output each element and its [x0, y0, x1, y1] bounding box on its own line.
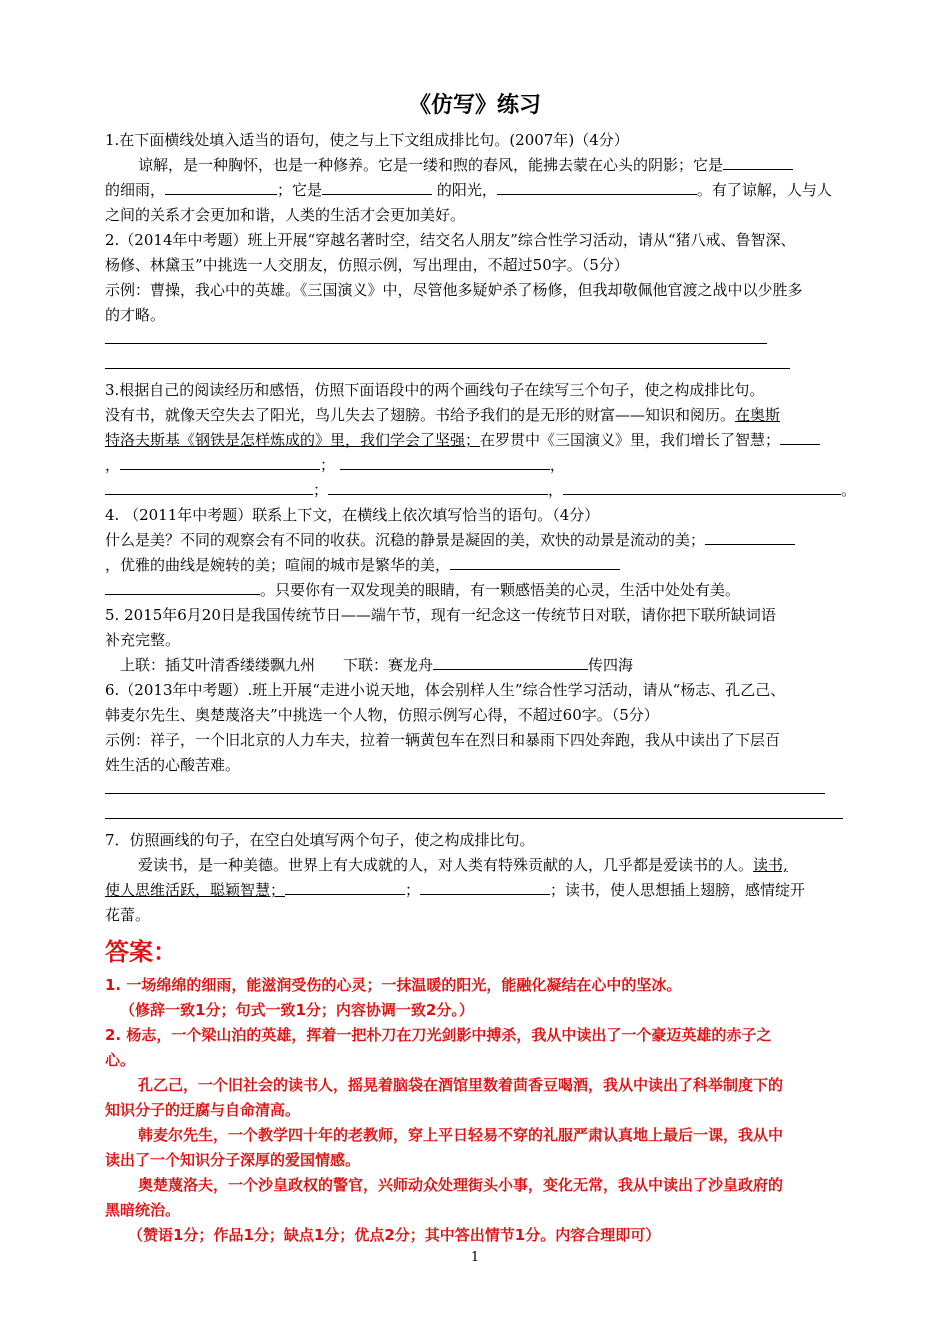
q3-passage-line: [105, 430, 820, 450]
q1-text: ；它是: [277, 181, 323, 199]
q6-example: 姓生活的心酸苦难。: [105, 756, 241, 774]
answer-2: 读出了一个知识分子深厚的爱国情感。: [105, 1151, 361, 1169]
answer-1-scoring: （修辞一致1分；句式一致1分；内容协调一致2分。）: [120, 1001, 474, 1019]
q1-passage-line: [138, 155, 793, 175]
answer-2-scoring: （赞语1分；作品1分；缺点1分；优点2分；其中答出情节1分。内容合理即可）: [128, 1226, 661, 1244]
page-number: 1: [470, 1250, 480, 1265]
q7-passage-line: [105, 880, 805, 900]
q1-blank-2[interactable]: [165, 180, 277, 195]
q1-text: 谅解，是一种胸怀，也是一种修养。它是一缕和煦的春风，能拂去蒙在心头的阴影；它是: [138, 156, 724, 174]
q3-blank-3[interactable]: [340, 455, 550, 470]
q2-example: 的才略。: [105, 306, 166, 324]
q3-punct: ；: [320, 456, 336, 474]
q2-answer-line-2[interactable]: [105, 368, 790, 369]
q1-text: 的细雨，: [105, 181, 166, 199]
q3-punct: 。: [841, 481, 857, 499]
answer-2: 奥楚蔑洛夫，一个沙皇政权的警官，兴师动众处理街头小事，变化无常，我从中读出了沙皇政府的: [138, 1176, 784, 1194]
q4-blank-2[interactable]: [450, 555, 620, 570]
q3-text: 在罗贯中《三国演义》里，我们增长了智慧；: [480, 431, 781, 449]
q3-blank-2[interactable]: [120, 455, 320, 470]
q5-prompt: 补充完整。: [105, 631, 181, 649]
q3-blank-4[interactable]: [105, 480, 313, 495]
q4-text: 。只要你有一双发现美的眼睛，有一颗感悟美的心灵，生活中处处有美。: [260, 581, 741, 599]
answers-heading: 答案：: [105, 938, 177, 966]
q6-prompt: 6.（2013年中考题）.班上开展“走进小说天地，体会别样人生”综合性学习活动，请从“杨志、孔乙己、: [105, 681, 786, 699]
q3-blank-line: [105, 480, 856, 500]
q4-passage-line: [105, 530, 795, 550]
q3-passage-line: [105, 405, 780, 425]
q7-passage-line: [138, 855, 788, 875]
q7-blank-2[interactable]: [420, 880, 550, 895]
q1-prompt: 1.在下面横线处填入适当的语句，使之与上下文组成排比句。(2007年)（4分）: [105, 131, 629, 149]
q3-blank-5[interactable]: [328, 480, 548, 495]
q4-passage-line: [105, 580, 740, 600]
q2-prompt: 2.（2014年中考题）班上开展“穿越名著时空，结交名人朋友”综合性学习活动，请从“猪八戒、鲁智深、: [105, 231, 796, 249]
q3-punct: ，: [548, 481, 564, 499]
page-title: 《仿写》练习: [408, 93, 541, 118]
q4-blank-1[interactable]: [705, 530, 795, 545]
answer-1: 1. 一场绵绵的细雨，能滋润受伤的心灵；一抹温暖的阳光，能融化凝结在心中的坚冰。: [105, 976, 682, 994]
q3-underlined-text: 特洛夫斯基《钢铁是怎样炼成的》里，我们学会了坚强；: [105, 431, 481, 449]
q1-blank-1[interactable]: [723, 155, 793, 170]
q5-blank[interactable]: [433, 655, 588, 670]
q5-lower-couplet-end: 传四海: [588, 656, 634, 674]
q7-underlined-text: 读书,: [753, 856, 788, 874]
q7-text: 爱读书，是一种美德。世界上有大成就的人，对人类有特殊贡献的人，几乎都是爱读书的人。: [138, 856, 754, 874]
q7-text: ；读书，使人思想插上翅膀，感情绽开: [550, 881, 806, 899]
q3-blank-1[interactable]: [780, 430, 820, 445]
q6-answer-line-2[interactable]: [105, 818, 843, 819]
q6-prompt: 韩麦尔先生、奥楚蔑洛夫”中挑选一个人物，仿照示例写心得，不超过60字。（5分）: [105, 706, 659, 724]
q1-text: 。有了谅解，人与人: [696, 181, 832, 199]
q3-text: 没有书，就像天空失去了阳光，鸟儿失去了翅膀。书给予我们的是无形的财富——知识和阅历。: [105, 406, 736, 424]
q3-punct: ，: [549, 456, 565, 474]
q5-lower-couplet: 下联：赛龙舟: [343, 656, 434, 674]
q3-blank-6[interactable]: [563, 480, 841, 495]
answer-2: 黑暗统治。: [105, 1201, 181, 1219]
q3-punct: ，: [105, 456, 121, 474]
q2-answer-line-1[interactable]: [105, 343, 767, 344]
q7-passage-line: 花蕾。: [105, 906, 151, 924]
q6-answer-line-1[interactable]: [105, 793, 825, 794]
answer-2: 知识分子的迂腐与自命清高。: [105, 1101, 301, 1119]
answer-2: 心。: [105, 1051, 136, 1069]
answer-2: 韩麦尔先生，一个教学四十年的老教师，穿上平日轻易不穿的礼服严肃认真地上最后一课，我从中: [138, 1126, 784, 1144]
q7-text: ；: [405, 881, 421, 899]
q4-prompt: 4. （2011年中考题）联系上下文，在横线上依次填写恰当的语句。（4分）: [105, 506, 600, 524]
q4-passage-line: [105, 555, 620, 575]
answer-2: 2. 杨志，一个梁山泊的英雄，挥着一把朴刀在刀光剑影中搏杀，我从中读出了一个豪迈英雄的赤子之: [105, 1026, 772, 1044]
q4-blank-3[interactable]: [105, 580, 260, 595]
q1-text: 的阳光，: [436, 181, 497, 199]
q7-blank-1[interactable]: [285, 880, 405, 895]
q3-blank-line: [105, 455, 565, 475]
q1-passage-line: [105, 180, 832, 200]
q2-prompt: 杨修、林黛玉”中挑选一人交朋友，仿照示例，写出理由，不超过50字。（5分）: [105, 256, 629, 274]
q3-prompt: 3.根据自己的阅读经历和感悟，仿照下面语段中的两个画线句子在续写三个句子，使之构成排比句。: [105, 381, 765, 399]
q7-underlined-text: 使人思维活跃，聪颖智慧；: [105, 881, 286, 899]
q2-example: 示例：曹操，我心中的英雄。《三国演义》中，尽管他多疑妒杀了杨修，但我却敬佩他官渡之战中以少胜多: [105, 281, 803, 299]
q5-upper-couplet: 上联：插艾叶清香缕缕飘九州: [120, 656, 316, 674]
q3-punct: ；: [313, 481, 329, 499]
q5-prompt: 5. 2015年6月20日是我国传统节日——端午节，现有一纪念这一传统节日对联，请你把下联所缺词语: [105, 606, 776, 624]
answer-2: 孔乙己，一个旧社会的读书人，摇晃着脑袋在酒馆里数着茴香豆喝酒，我从中读出了科举制度下的: [138, 1076, 784, 1094]
q7-prompt: 7．仿照画线的句子，在空白处填写两个句子，使之构成排比句。: [105, 831, 535, 849]
q4-text: 什么是美？不同的观察会有不同的收获。沉稳的静景是凝固的美，欢快的动景是流动的美；: [105, 531, 706, 549]
q4-text: ，优雅的曲线是婉转的美；喧闹的城市是繁华的美，: [105, 556, 451, 574]
q1-blank-3[interactable]: [322, 180, 432, 195]
q1-passage-line: 之间的关系才会更加和谐，人类的生活才会更加美好。: [105, 206, 466, 224]
q3-underlined-text: 在奥斯: [735, 406, 781, 424]
q6-example: 示例：祥子，一个旧北京的人力车夫，拉着一辆黄包车在烈日和暴雨下四处奔跑，我从中读出了下层百: [105, 731, 781, 749]
q1-blank-4[interactable]: [497, 180, 697, 195]
q5-couplet: [120, 655, 633, 675]
